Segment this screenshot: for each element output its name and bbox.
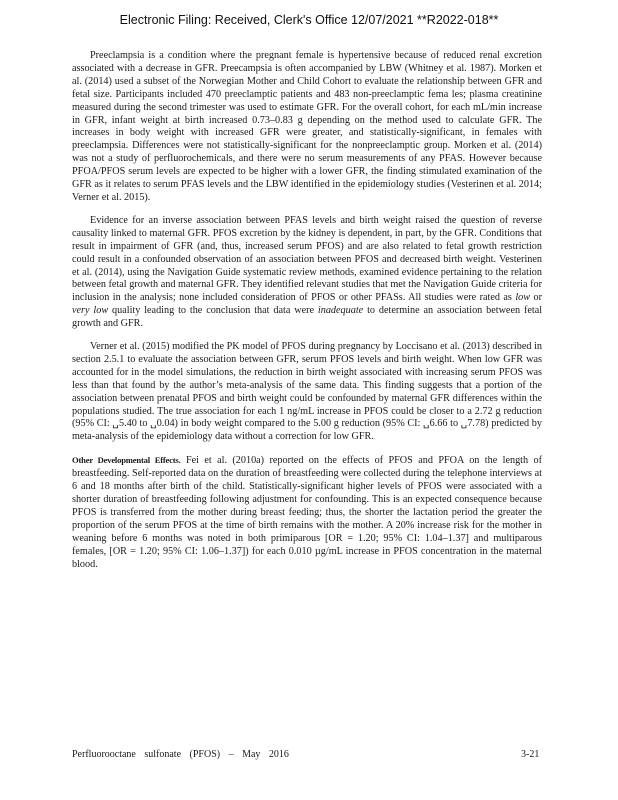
document-body	[72, 50, 542, 581]
paragraph-text: to determine an association between fetal growth and GFR.	[72, 305, 543, 330]
rating-inadequate: inadequate	[317, 305, 364, 317]
paragraph-other-developmental	[72, 454, 542, 571]
paragraph-preeclampsia: Preeclampsia is a condition where the pregnant female is hypertensive because of reduced renal excretion associated with a decrease in GFR. Preecampsia is often accompanied by LBW (Whitney et al. 1987). Morken et al. (2014) used a subset of the Norwegian Mother and Child Cohort to evaluate the relationship between GFR and fetal size. Participants included 470 preeclamptic patients and 483 non-preeclamptic fema les; plasma creatinine measured during the second trimester was used to estimate GFR. For the overall cohort, for each mL/min increase in GFR, infant weight at birth increased 0.73–0.83 g depending on the method used to calculate GFR. The increases in body weight with increased GFR were greater, and statistically-significant, in females with preeclampsia. Differences were not statistically-significant for the nonpreeclamptic group. Morken et al. (2014) was not a study of perfluorochemicals, and there were no serum measurements of any PFAS. However because PFOA/PFOS serum levels are expected to be higher with a lower GFR, the finding stimulated examination of the GFR as it relates to serum PFAS levels and the LBW identified in the epidemiology studies (Vesterinen et al. 2014; Verner et al. 2015).	[72, 50, 542, 203]
footer-document-title: Perfluorooctane sulfonate (PFOS) – May 2016	[72, 749, 289, 760]
filing-stamp-header: Electronic Filing: Received, Clerk's Office 12/07/2021 **R2022-018**	[119, 13, 499, 27]
rating-low: low	[515, 292, 531, 304]
paragraph-text: Fei et al. (2010a) reported on the effects of PFOS and PFOA on the length of breastfeeding. Self-reported data on the duration of breastfeeding were collected during the telephone interviews at 6 and 18 months after birth of the child. Statistically-significant higher levels of PFOS were associated with a shorter duration of breastfeeding following adjustment for confounding. This is an expected consequence because PFOS is transferred from the mother during breast feeding; thus, the shorter the lactation period the greater the proportion of the serum PFOS at the time of birth remains with the mother. A 20% increase risk for the mother in weaning before 6 months was noted in both primiparous [OR = 1.20; 95% CI: 1.04–1.37] and multiparous females, [OR = 1.20; 95% CI: 1.06–1.37]) for each 0.010 µg/mL increase in PFOS concentration in the maternal blood.	[72, 455, 542, 570]
section-heading: Other Developmental Effects.	[72, 455, 181, 466]
paragraph-reverse-causality	[72, 215, 542, 331]
paragraph-pk-model: Verner et al. (2015) modified the PK model of PFOS during pregnancy by Loccisano et al. (2013) described in section 2.5.1 to evaluate the association between GFR, serum PFOS levels and birth weight. When low GFR was accounted for in the model simulations, the reduction in birth weight associated with increasing serum PFOS was less than that found by the author’s meta-analysis of the same data. This finding suggests that a portion of the association between prenatal PFOS and birth weight could be confounded by maternal GFR differences within the populations studied. The true association for each 1 ng/mL increase in PFOS could be closer to a 2.72 g reduction (95% CI: ␣5.40 to ␣0.04) in body weight compared to the 5.00 g reduction (95% CI: ␣6.66 to ␣7.78) predicted by meta-analysis of the epidemiology data without a correction for low GFR.	[72, 341, 542, 443]
paragraph-text: quality leading to the conclusion that data were	[112, 305, 315, 317]
paragraph-text: or	[533, 292, 542, 304]
footer-page-number: 3-21	[521, 749, 540, 760]
paragraph-text: Evidence for an inverse association between PFAS levels and birth weight raised the question of reverse causality linked to maternal GFR. PFOS excretion by the kidney is dependent, in part, by the GFR. Conditions that result in impairment of GFR (and, thus, increased serum PFOS) and are also related to fetal growth restriction could result in a confounded observation of an association between PFOS and decreased birth weight. Vesterinen et al. (2014), using the Navigation Guide systematic review methods, examined evidence pertaining to the relation between fetal growth and maternal GFR. They identified relevant studies that met the Navigation Guide criteria for inclusion in the analysis; none included consideration of PFOS or other PFASs. All studies were rated as	[72, 214, 542, 304]
rating-very-low: very low	[72, 305, 109, 317]
